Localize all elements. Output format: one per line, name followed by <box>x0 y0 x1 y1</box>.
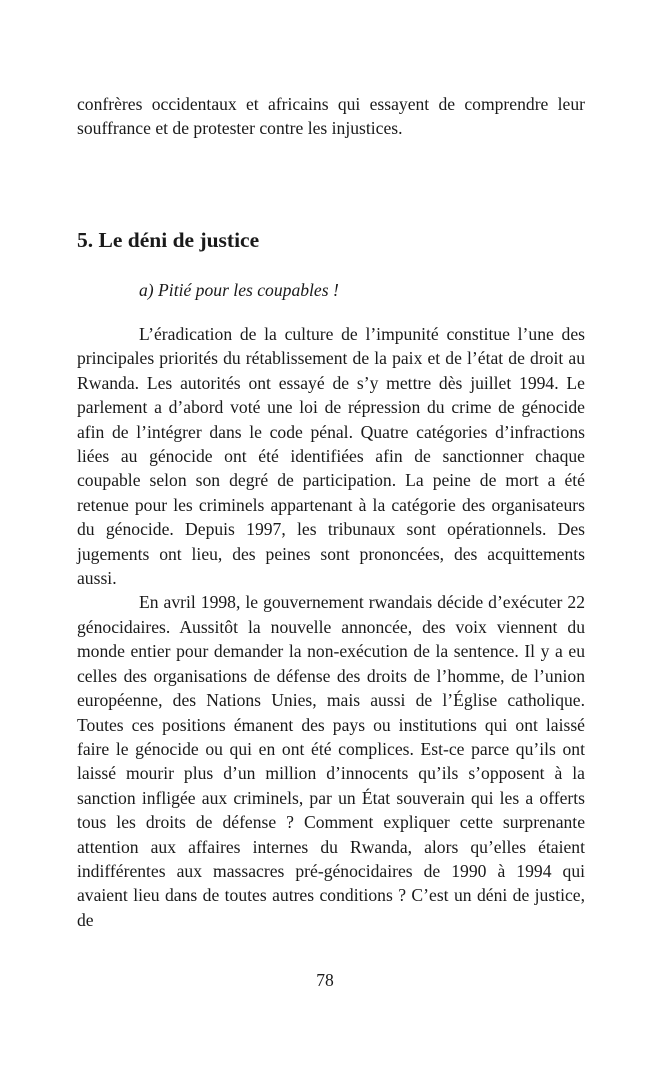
paragraph-executions: En avril 1998, le gouvernement rwandais décide d’exécuter 22 génocidaires. Aussitôt la nouvelle annoncée, des voix viennent du monde entier pour demander la non-exécution de la sentence. Il y a eu celles des organisations de défense des droits de l’homme, de l’union européenne, des Nations Unies, mais aussi de l’Église catholique. Toutes ces positions émanent des pays ou institutions qui ont laissé faire le génocide ou qui en ont été complices. Est-ce parce qu’ils ont laissé mourir plus d’un million d’innocents qu’ils s’opposent à la sanction infligée aux criminels, par un État souverain qui les a offerts tous les droits de défense ? Comment expliquer cette surprenante attention aux affaires internes du Rwanda, alors qu’elles étaient indifférentes aux massacres pré-génocidaires de 1990 à 1994 qui avaient lieu dans de toutes autres conditions ? C’est un déni de justice, de <box>77 592 585 930</box>
subheading: a) Pitié pour les coupables ! <box>139 280 339 300</box>
body-text <box>77 322 585 932</box>
book-page <box>77 92 585 930</box>
paragraph-impunity: L’éradication de la culture de l’impunité constitue l’une des principales priorités du rétablissement de la paix et de l’état de droit au Rwanda. Les autorités ont essayé de s’y mettre dès juillet 1994. Le parlement a d’abord voté une loi de répression du crime de génocide afin de l’intégrer dans le code pénal. Quatre catégories d’infractions liées au génocide ont été identifiées afin de sanctionner chaque coupable selon son degré de participation. La peine de mort a été retenue pour les criminels appartenant à la catégorie des organisateurs du génocide. Depuis 1997, les tribunaux sont opérationnels. Des jugements ont lieu, des peines sont prononcées, des acquittements aussi. <box>77 324 585 589</box>
page-number: 78 <box>316 970 334 990</box>
section-title: 5. Le déni de justice <box>77 228 260 252</box>
opening-paragraph: confrères occidentaux et africains qui essayent de comprendre leur souffrance et de protester contre les injustices. <box>77 94 585 139</box>
